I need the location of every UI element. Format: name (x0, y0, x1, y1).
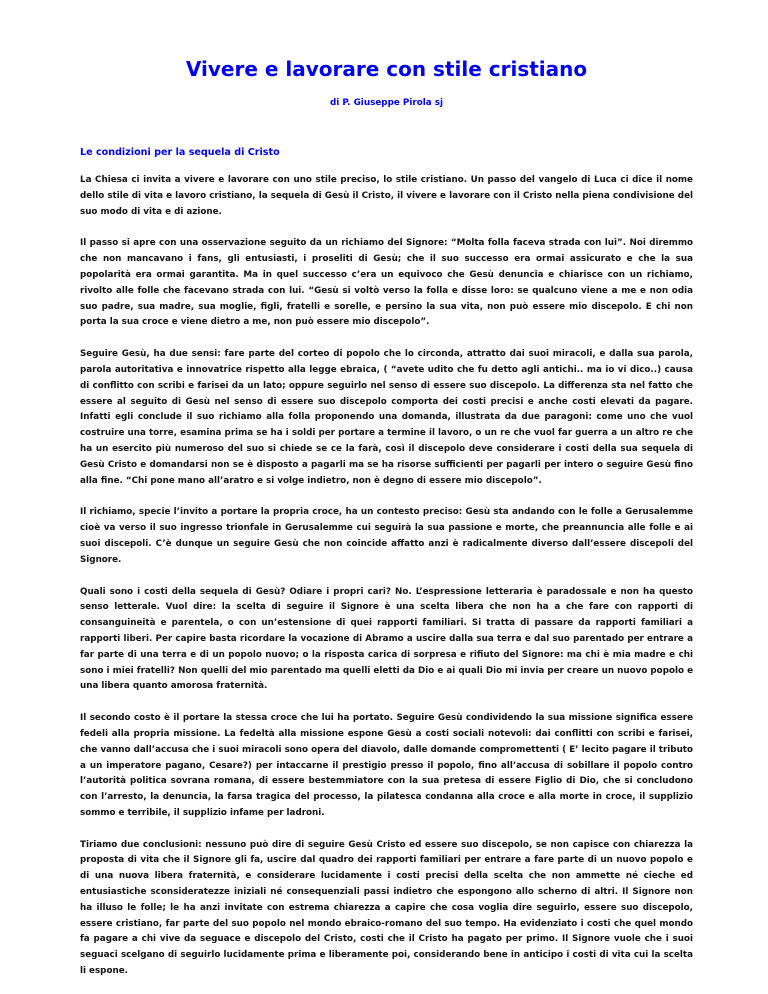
document-title: Vivere e lavorare con stile cristiano (185, 57, 588, 81)
paragraph-4: Il richiamo, specie l’invito a portare la propria croce, ha un contesto preciso: Gesù sta andando con le folle a Gerusalemme cioè va verso il suo ingresso trionfale in Gerusalemme cui seguirà la sua passione e morte, che preannuncia alle folle e ai suoi discepoli. C’è dunque un seguire Gesù che non coincide affatto anzi è radicalmente diverso dall’essere discepoli del Signore. (80, 507, 693, 565)
paragraph-5: Quali sono i costi della sequela di Gesù? Odiare i propri cari? No. L’espressione letteraria è paradossale e non ha questo senso letterale. Vuol dire: la scelta di seguire il Signore è una scelta libera che non ha a che fare con rapporti di consanguineità e parentela, o con un’estensione di quei rapporti familiari. Si tratta di passare da rapporti familiari a rapporti liberi. Per capire basta ricordare la vocazione di Abramo a uscire dalla sua terra e dal suo parentado per entrare a far parte di una terra e di un popolo nuovo; o la risposta carica di sorpresa e rifiuto del Signore: ma chi è mia madre e chi sono i miei fratelli? Non quelli del mio parentado ma quelli eletti da Dio e ai quali Dio mi invia per creare un nuovo popolo e una libera quanto amorosa fraternità. (80, 586, 693, 692)
paragraph-1: La Chiesa ci invita a vivere e lavorare con uno stile preciso, lo stile cristiano. Un passo del vangelo di Luca ci dice il nome dello stile di vita e lavoro cristiano, la sequela di Gesù il Cristo, il vivere e lavorare con il Cristo nella piena condivisione del suo modo di vita e di azione. (80, 175, 693, 217)
paragraph-2: Il passo si apre con una osservazione seguito da un richiamo del Signore: “Molta folla faceva strada con lui”. Noi diremmo che non mancavano i fans, gli entusiasti, i proseliti di Gesù; che il suo successo era ormai assicurato e che la sua popolarità era ormai garantita. Ma in quel successo c’era un equivoco che Gesù denuncia e chiarisce con un richiamo, rivolto alle folle che facevano strada con lui. “Gesù si voltò verso la folla e disse loro: se qualcuno viene a me e non odia suo padre, sua madre, sua moglie, figli, fratelli e sorelle, e persino la sua vita, non può essere mio discepolo. E chi non porta la sua croce e viene dietro a me, non può essere mio discepolo”. (80, 238, 693, 328)
paragraph-6: Il secondo costo è il portare la stessa croce che lui ha portato. Seguire Gesù condividendo la sua missione significa essere fedeli alla propria missione. La fedeltà alla missione espone Gesù a costi sociali notevoli: dai conflitti con scribi e farisei, che vanno dall’accusa che i suoi miracoli sono opera del diavolo, dalle domande compromettenti ( E’ lecito pagare il tributo a un imperatore pagano, Cesare?) per intaccarne il prestigio presso il popolo, fino all’accusa di sobillare il popolo contro l’autorità politica sovrana romana, di essere bestemmiatore con la sua pretesa di essere Figlio di Dio, che si concludono con l’arresto, la denuncia, la farsa tragica del processo, la pilatesca condanna alla croce e alla morte in croce, il supplizio sommo e terribile, il supplizio infame per ladroni. (80, 713, 693, 818)
paragraph-7: Tiriamo due conclusioni: nessuno può dire di seguire Gesù Cristo ed essere suo discepolo, se non capisce con chiarezza la proposta di vita che il Signore gli fa, uscire dal quadro dei rapporti familiari per entrare a fare parte di un nuovo popolo e di una nuova libera fraternità, e considerare lucidamente i costi precisi della scelta che non ammette né cieche ed entusiastiche sconsideratezze iniziali né consequenziali passi indietro che espongono allo scherno di altri. Il Signore non ha illuso le folle; le ha anzi invitate con estrema chiarezza a capire che cosa voglia dire seguirlo, essere suo discepolo, essere cristiano, far parte del suo popolo nel mondo ebraico-romano del suo tempo. Ha evidenziato i costi che quel mondo fa pagare a chi vive da seguace e discepolo del Cristo, costi che il Cristo ha pagato per primo. Il Signore vuole che i suoi seguaci scelgano di seguirlo lucidamente prima e liberamente poi, considerando bene in anticipo i costi di vita cui la scelta li espone. (80, 839, 693, 977)
author-byline: di P. Giuseppe Pirola sj (329, 98, 444, 108)
paragraph-3: Seguire Gesù, ha due sensi: fare parte del corteo di popolo che lo circonda, attratto dai suoi miracoli, e dalla sua parola, parola autoritativa e innovatrice rispetto alla legge ebraica, ( “avete udito che fu detto agli antichi.. ma io vi dico..) causa di conflitto con scribi e farisei da un lato; oppure seguirlo nel senso di essere suo discepolo. La differenza sta nel fatto che essere al seguito di Gesù nel senso di essere suo discepolo comporta dei costi precisi e anche costi elevati da pagare. Infatti egli conclude il suo richiamo alla folla proponendo una domanda, illustrata da due paragoni: come uno che vuol costruire una torre, esamina prima se ha i soldi per portare a termine il lavoro, o un re che vuol far guerra a un altro re che ha un esercito più numeroso del suo si chiede se ce la farà, così il discepolo deve considerare i costi della sua sequela di Gesù Cristo e domandarsi non se è disposto a pagarli ma se ha risorse sufficienti per pagarli per intero o seguire Gesù fino alla fine. “Chi pone mano all’aratro e si volge indietro, non è degno di essere mio discepolo”. (80, 349, 693, 486)
section-heading: Le condizioni per la sequela di Cristo (80, 147, 280, 158)
